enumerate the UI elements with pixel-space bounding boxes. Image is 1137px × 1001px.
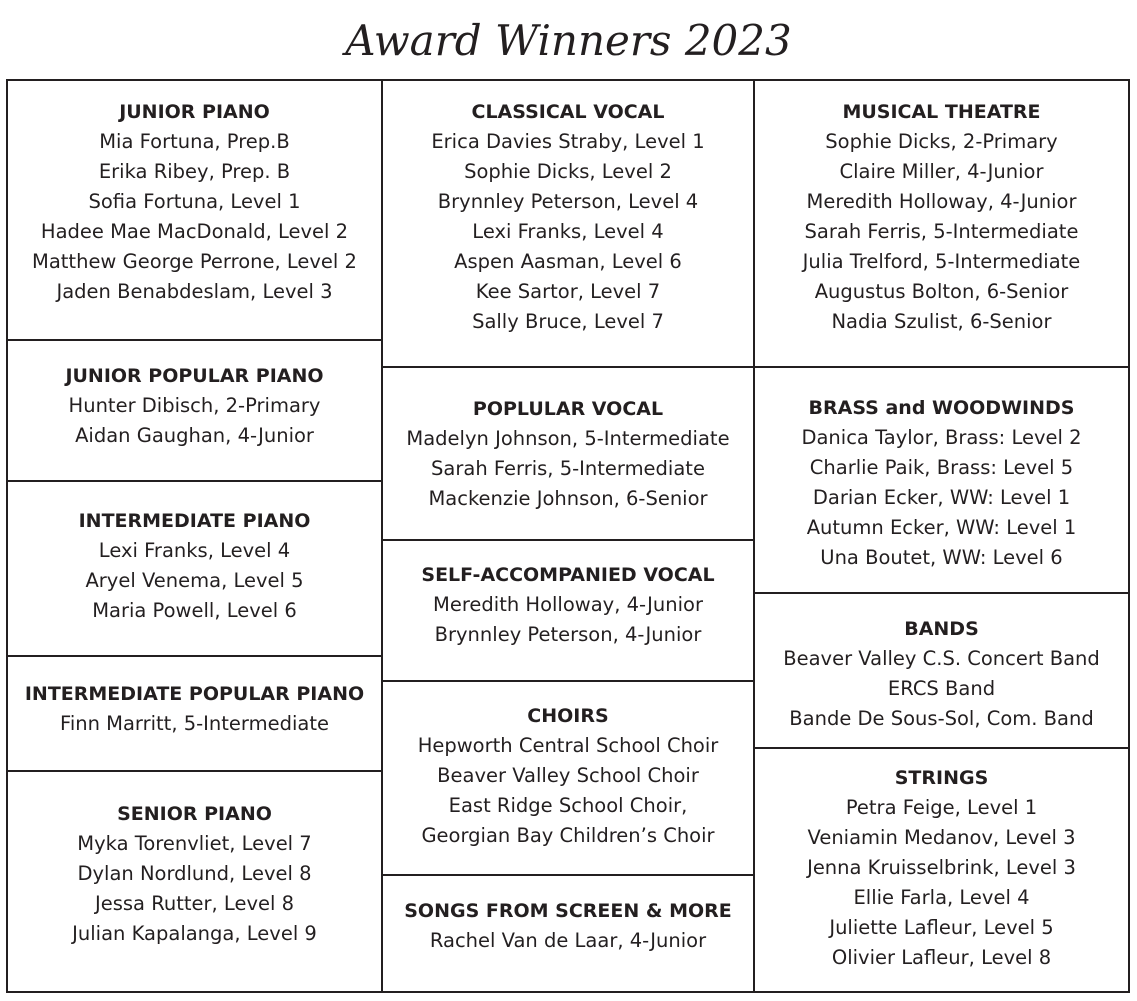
winner-entry: Juliette Lafleur, Level 5: [829, 916, 1054, 939]
winner-entry: Bande De Sous-Sol, Com. Band: [789, 707, 1094, 730]
section-title: SELF-ACCOMPANIED VOCAL: [421, 564, 715, 586]
winner-entry: Julian Kapalanga, Level 9: [72, 922, 317, 945]
section-bands: [755, 594, 1128, 749]
winner-entry: Augustus Bolton, 6-Senior: [814, 280, 1069, 303]
section-intermediate-popular-piano: [8, 657, 381, 772]
section-title: INTERMEDIATE POPULAR PIANO: [24, 683, 365, 705]
winner-entry: Rachel Van de Laar, 4-Junior: [429, 929, 707, 952]
winner-entry: Meredith Holloway, 4-Junior: [806, 190, 1077, 213]
winner-entry: Madelyn Johnson, 5-Intermediate: [406, 427, 730, 450]
section-title: POPLULAR VOCAL: [472, 398, 664, 420]
winner-entry: Dylan Nordlund, Level 8: [77, 862, 312, 885]
winner-entry: Erika Ribey, Prep. B: [98, 160, 291, 183]
winner-entry: Petra Feige, Level 1: [845, 796, 1038, 819]
winner-entry: Hadee Mae MacDonald, Level 2: [40, 220, 349, 243]
winner-entry: Georgian Bay Children’s Choir: [421, 824, 715, 847]
winner-entry: Sophie Dicks, 2-Primary: [825, 130, 1058, 153]
winner-entry: Matthew George Perrone, Level 2: [32, 250, 357, 273]
section-songs-from-screen-and-more: [383, 876, 753, 993]
winner-entry: Ellie Farla, Level 4: [853, 886, 1030, 909]
winner-entry: Lexi Franks, Level 4: [472, 220, 664, 243]
winner-entry: Beaver Valley C.S. Concert Band: [783, 647, 1100, 670]
winner-entry: Veniamin Medanov, Level 3: [807, 826, 1076, 849]
winner-entry: Hunter Dibisch, 2-Primary: [68, 394, 321, 417]
winner-entry: Maria Powell, Level 6: [92, 599, 297, 622]
winner-entry: East Ridge School Choir,: [448, 794, 688, 817]
winner-entry: Sally Bruce, Level 7: [472, 310, 664, 333]
section-title: CLASSICAL VOCAL: [471, 101, 665, 123]
winner-entry: Aidan Gaughan, 4-Junior: [75, 424, 314, 447]
page-title: Award Winners 2023: [345, 16, 792, 65]
awards-column-1: [8, 81, 381, 991]
section-strings: [755, 749, 1128, 993]
section-musical-theatre: [755, 81, 1128, 368]
section-title: SONGS FROM SCREEN & MORE: [404, 900, 732, 922]
winner-entry: Lexi Franks, Level 4: [98, 539, 291, 562]
section-brass-and-woodwinds: [755, 368, 1128, 594]
section-junior-piano: [8, 81, 381, 341]
winner-entry: Jessa Rutter, Level 8: [94, 892, 295, 915]
section-title: JUNIOR POPULAR PIANO: [65, 365, 324, 387]
winner-entry: Kee Sartor, Level 7: [475, 280, 661, 303]
section-title: BRASS and WOODWINDS: [808, 397, 1075, 419]
section-intermediate-piano: [8, 482, 381, 657]
winner-entry: Charlie Paik, Brass: Level 5: [809, 456, 1074, 479]
section-senior-piano: [8, 772, 381, 993]
awards-column-2: [381, 81, 755, 991]
winner-entry: Mackenzie Johnson, 6-Senior: [428, 487, 708, 510]
section-poplular-vocal: [383, 368, 753, 541]
winner-entry: Danica Taylor, Brass: Level 2: [801, 426, 1082, 449]
section-classical-vocal: [383, 81, 753, 368]
winner-entry: Finn Marritt, 5-Intermediate: [60, 712, 329, 735]
winner-entry: Sarah Ferris, 5-Intermediate: [431, 457, 705, 480]
awards-column-3: [755, 81, 1128, 991]
section-title: INTERMEDIATE PIANO: [78, 510, 311, 532]
section-title: BANDS: [904, 618, 979, 640]
winner-entry: Aspen Aasman, Level 6: [454, 250, 682, 273]
winner-entry: Erica Davies Straby, Level 1: [431, 130, 705, 153]
winner-entry: Jenna Kruisselbrink, Level 3: [807, 856, 1076, 879]
winner-entry: Una Boutet, WW: Level 6: [820, 546, 1063, 569]
winner-entry: ERCS Band: [887, 677, 996, 700]
section-title: SENIOR PIANO: [117, 803, 272, 825]
section-junior-popular-piano: [8, 341, 381, 482]
winner-entry: Darian Ecker, WW: Level 1: [812, 486, 1071, 509]
winner-entry: Claire Miller, 4-Junior: [839, 160, 1044, 183]
section-title: MUSICAL THEATRE: [842, 101, 1041, 123]
section-title: JUNIOR PIANO: [119, 101, 270, 123]
winner-entry: Nadia Szulist, 6-Senior: [831, 310, 1052, 333]
winner-entry: Meredith Holloway, 4-Junior: [433, 593, 703, 616]
section-choirs: [383, 682, 753, 876]
winner-entry: Autumn Ecker, WW: Level 1: [806, 516, 1077, 539]
winner-entry: Julia Trelford, 5-Intermediate: [802, 250, 1081, 273]
winner-entry: Sofia Fortuna, Level 1: [88, 190, 301, 213]
winner-entry: Mia Fortuna, Prep.B: [99, 130, 290, 153]
winner-entry: Sarah Ferris, 5-Intermediate: [804, 220, 1079, 243]
winner-entry: Brynnley Peterson, 4-Junior: [434, 623, 702, 646]
section-title: STRINGS: [894, 767, 989, 789]
awards-grid: [6, 79, 1130, 993]
winner-entry: Beaver Valley School Choir: [437, 764, 699, 787]
winner-entry: Myka Torenvliet, Level 7: [77, 832, 312, 855]
winner-entry: Sophie Dicks, Level 2: [464, 160, 672, 183]
section-title: CHOIRS: [527, 705, 609, 727]
winner-entry: Jaden Benabdeslam, Level 3: [56, 280, 333, 303]
winner-entry: Aryel Venema, Level 5: [85, 569, 304, 592]
winner-entry: Hepworth Central School Choir: [417, 734, 719, 757]
winner-entry: Brynnley Peterson, Level 4: [437, 190, 699, 213]
winner-entry: Olivier Lafleur, Level 8: [831, 946, 1052, 969]
section-self-accompanied-vocal: [383, 541, 753, 682]
